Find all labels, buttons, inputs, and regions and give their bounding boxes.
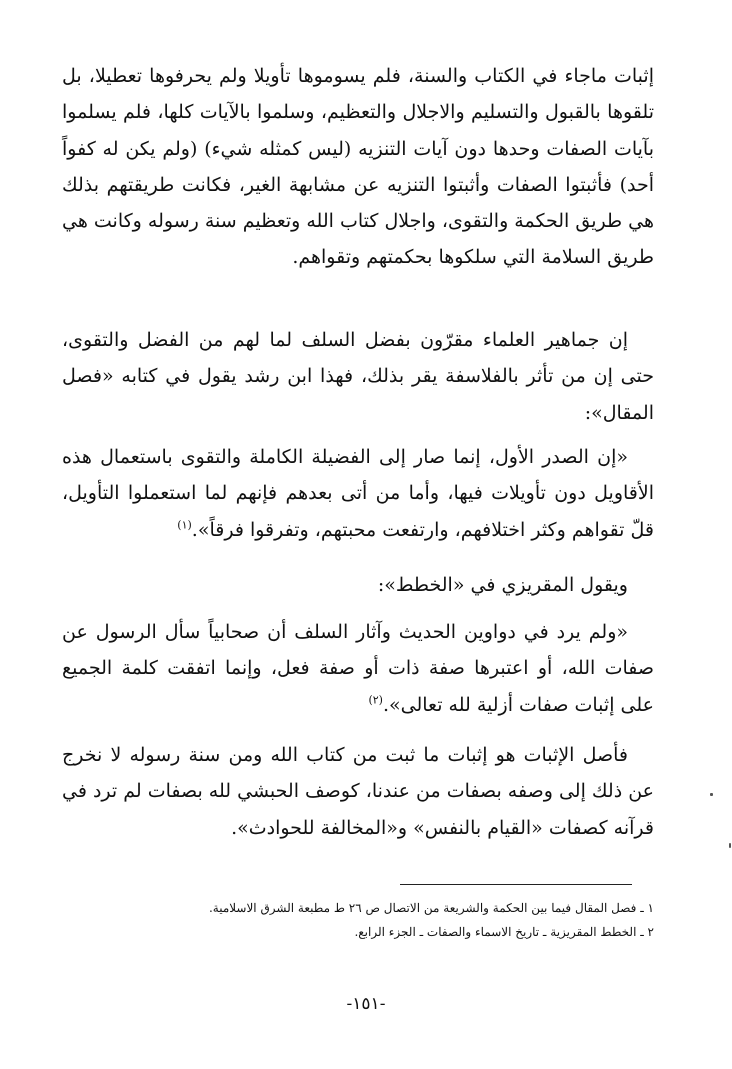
paragraph-conclusion: فأصل الإثبات هو إثبات ما ثبت من كتاب الله ومن سنة رسوله لا نخرج عن ذلك إلى وصفه بصفات من عندنا، كوصف الحبشي لله بصفات لم ترد في قرآنه كصفات «القيام بالنفس» و«المخالفة للحوادث». (62, 744, 654, 839)
quote-text: «إن الصدر الأول، إنما صار إلى الفضيلة الكاملة والتقوى باستعمال هذه الأقاويل دون تأويلات فيها، وأما من أتى بعدهم فإنهم لما استعملوا التأويل، قلّ تقواهم وكثر اختلافهم، وارتفعت محبتهم، وتفرقوا فرقاً». (62, 446, 654, 541)
footnote-2: ٢ ـ الخطط المقريزية ـ تاريخ الاسماء والصفات ـ الجزء الرابع. (354, 925, 654, 939)
footnote-ref-2: (٢) (368, 693, 383, 707)
quote-al-khitat (62, 614, 654, 723)
paragraph-maqrizi-intro: ويقول المقريزي في «الخطط»: (377, 574, 628, 596)
paragraph-continuation: إثبات ماجاء في الكتاب والسنة، فلم يسوموها تأويلا ولم يحرفوها تعطيلا، بل تلقوها بالقبول والتسليم والاجلال والتعظيم، وسلموا بالآيات كلها، فلم يسلموا بآيات الصفات وحدها دون آيات التنزيه (ليس كمثله شيء) (ولم يكن له كفواً أحد) فأثبتوا الصفات وأثبتوا التنزيه عن مشابهة الغير، فكانت طريقتهم بذلك هي طريق الحكمة والتقوى، واجلال كتاب الله وتعظيم سنة رسوله وكانت هي طريق السلامة التي سلكوها بحكمتهم وتقواهم. (62, 65, 654, 269)
quote-text: «ولم يرد في دواوين الحديث وآثار السلف أن صحابياً سأل الرسول عن صفات الله، أو اعتبرها صفة ذات أو صفة فعل، وإنما اتفقت كلمة الجميع على إثبات صفات أزلية لله تعالى». (62, 621, 654, 716)
footnote-ref-1: (١) (177, 518, 192, 532)
page-number: -١٥١- (346, 994, 386, 1014)
paragraph-ibn-rushd-intro: إن جماهير العلماء مقرّون بفضل السلف لما لهم من الفضل والتقوى، حتى إن من تأثر بالفلاسفة يقر بذلك، فهذا ابن رشد يقول في كتابه «فصل المقال»: (62, 329, 654, 424)
quote-fasl-al-maqal (62, 439, 654, 548)
scan-speck (729, 843, 731, 848)
scan-speck (710, 793, 713, 796)
footnote-1: ١ ـ فصل المقال فيما بين الحكمة والشريعة من الاتصال ص ٢٦ ط مطبعة الشرق الاسلامية. (208, 901, 654, 915)
footnote-divider (400, 884, 632, 885)
